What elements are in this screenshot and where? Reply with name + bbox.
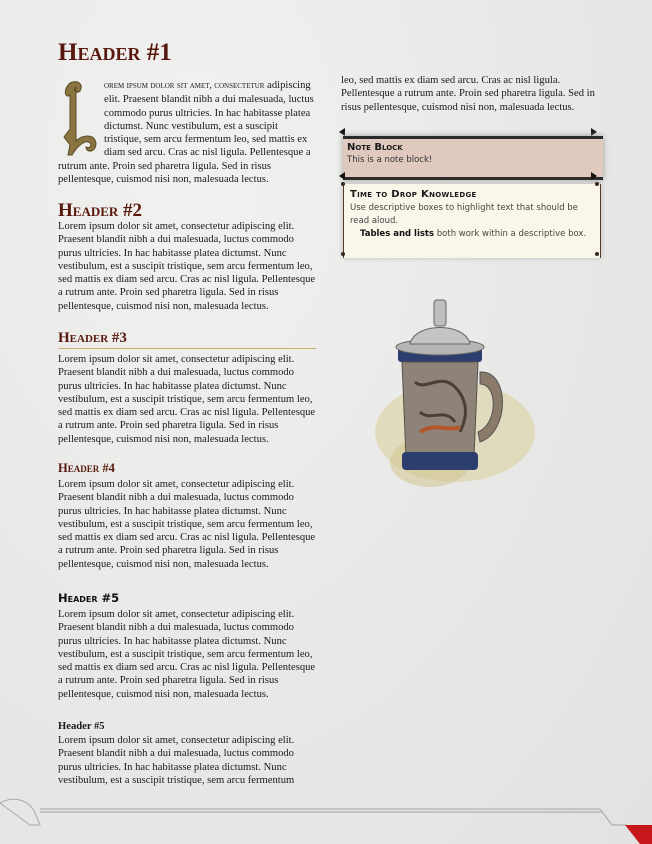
descriptive-bold: Tables and lists bbox=[360, 229, 435, 239]
corner-dot-icon bbox=[595, 182, 599, 186]
page-corner-icon bbox=[625, 825, 652, 844]
corner-dot-icon bbox=[341, 182, 345, 186]
header-2: Header #2 bbox=[58, 200, 143, 221]
header-1: Header #1 bbox=[58, 39, 172, 66]
descriptive-rest: both work within a descriptive box. bbox=[434, 229, 587, 239]
descriptive-box bbox=[343, 184, 601, 258]
intro-lead: orem ipsum dolor sit amet, consectetur bbox=[104, 81, 265, 91]
header-5: Header #5 bbox=[58, 591, 120, 605]
paragraph-2: Lorem ipsum dolor sit amet, consectetur adipiscing elit. Praesent blandit nibh a dui malesuada, luctus commodo purus ultricies. In hac habitasse platea dictumst. Nunc vestibulum, est a suscipit tristique, sem arcu fermentum leo, sed mattis ex diam sed arcu. Cras ac nisl ligula. Pellentesque a rutrum ante. Proin sed pharetra ligula. Sed in risus pellentesque, cuismod nisi non, malesuada lectus. bbox=[58, 221, 316, 312]
intro-paragraph bbox=[58, 79, 316, 186]
note-corner-icon bbox=[591, 172, 597, 180]
header-4: Header #4 bbox=[58, 461, 115, 475]
header-3: Header #3 bbox=[58, 330, 316, 349]
drop-cap-l-icon bbox=[56, 79, 100, 159]
paragraph-6: Lorem ipsum dolor sit amet, consectetur adipiscing elit. Praesent blandit nibh a dui malesuada, luctus commodo purus ultricies. In hac habitasse platea dictumst. Nunc vestibulum, est a suscipit tristique, sem arcu fermentum bbox=[58, 735, 295, 786]
note-corner-icon bbox=[591, 128, 597, 136]
beer-stein-illustration bbox=[360, 292, 540, 497]
corner-dot-icon bbox=[595, 252, 599, 256]
descriptive-list-note bbox=[350, 228, 594, 241]
header-6: Header #5 bbox=[58, 721, 105, 732]
corner-dot-icon bbox=[341, 252, 345, 256]
note-body: This is a note block! bbox=[347, 155, 433, 165]
paragraph-4: Lorem ipsum dolor sit amet, consectetur adipiscing elit. Praesent blandit nibh a dui malesuada, luctus commodo purus ultricies. In hac habitasse platea dictumst. Nunc vestibulum, est a suscipit tristique, sem arcu fermentum leo, sed mattis ex diam sed arcu. Cras ac nisl ligula. Pellentesque a rutrum ante. Proin sed pharetra ligula. Sed in risus pellentesque, cuismod nisi non, malesuada lectus. bbox=[58, 479, 316, 570]
page-footer-ornament bbox=[0, 795, 652, 844]
descriptive-title: Time to Drop Knowledge bbox=[350, 189, 477, 200]
note-corner-icon bbox=[339, 128, 345, 136]
note-corner-icon bbox=[339, 172, 345, 180]
paragraph-3: Lorem ipsum dolor sit amet, consectetur adipiscing elit. Praesent blandit nibh a dui malesuada, luctus commodo purus ultricies. In hac habitasse platea dictumst. Nunc vestibulum, est a suscipit tristique, sem arcu fermentum leo, sed mattis ex diam sed arcu. Cras ac nisl ligula. Pellentesque a rutrum ante. Proin sed pharetra ligula. Sed in risus pellentesque, cuismod nisi non, malesuada lectus. bbox=[58, 354, 316, 445]
paragraph-6-continued: leo, sed mattis ex diam sed arcu. Cras ac nisl ligula. Pellentesque a rutrum ante. Proin sed pharetra ligula. Sed in risus pellentesque, cuismod nisi non, malesuada lectus. bbox=[341, 75, 595, 113]
intro-body: adipiscing elit. Praesent blandit nibh a dui malesuada, luctus commodo purus ultricies. In hac habitasse platea dictumst. Nunc vestibulum, est a suscipit tristique, sem arcu fermentum leo, sed mattis ex diam sed arcu. Cras ac nisl ligula. Pellentesque a rutrum ante. Proin sed pharetra ligula. Sed in risus pellentesque, cuismod nisi non, malesuada lectus. bbox=[58, 80, 314, 185]
descriptive-body: Use descriptive boxes to highlight text that should be read aloud. bbox=[350, 203, 578, 226]
note-title: Note Block bbox=[347, 142, 403, 153]
paragraph-5: Lorem ipsum dolor sit amet, consectetur adipiscing elit. Praesent blandit nibh a dui malesuada, luctus commodo purus ultricies. In hac habitasse platea dictumst. Nunc vestibulum, est a suscipit tristique, sem arcu fermentum leo, sed mattis ex diam sed arcu. Cras ac nisl ligula. Pellentesque a rutrum ante. Proin sed pharetra ligula. Sed in risus pellentesque, cuismod nisi non, malesuada lectus. bbox=[58, 609, 316, 700]
note-block bbox=[343, 136, 603, 180]
